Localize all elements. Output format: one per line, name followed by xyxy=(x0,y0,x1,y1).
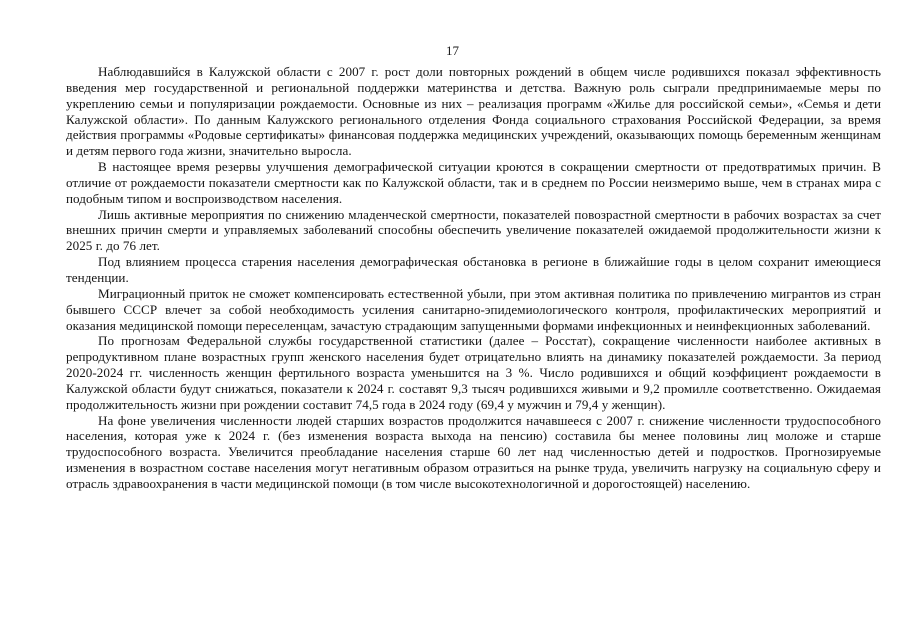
page-number: 17 xyxy=(446,43,459,58)
paragraph-3: Лишь активные мероприятия по снижению младенческой смертности, показателей повозрастной смертности в рабочих возрастах за счет внешних причин смерти и управляемых заболеваний способны обеспечить увеличение показателей ожидаемой продолжительности жизни к 2025 г. до 76 лет. xyxy=(66,206,881,254)
paragraph-4: Под влиянием процесса старения населения демографическая обстановка в регионе в ближайшие годы в целом сохранит имеющиеся тенденции. xyxy=(66,254,881,285)
paragraph-5: Миграционный приток не сможет компенсировать естественной убыли, при этом активная политика по привлечению мигрантов из стран бывшего СССР влечет за собой необходимость усиления санитарно-эпидемиологического контроля, профилактических мероприятий и оказания медицинской помощи переселенцам, зачастую страдающим запущенными формами инфекционных и неинфекционных заболеваний. xyxy=(66,285,881,333)
paragraph-7: На фоне увеличения численности людей старших возрастов продолжится начавшееся с 2007 г. снижение численности трудоспособного населения, которая уже к 2024 г. (без изменения возраста выхода на пенсию) составила бы менее половины лиц моложе и старше трудоспособного возраста. Увеличится преобладание населения старше 60 лет над численностью детей и подростков. Прогнозируемые изменения в возрастном составе населения могут негативным образом отразиться на рынке труда, увеличить нагрузку на социальную сферу и отрасль здравоохранения в части медицинской помощи (в том числе высокотехнологичной и дорогостоящей) населению. xyxy=(66,412,881,491)
paragraph-6: По прогнозам Федеральной службы государственной статистики (далее – Росстат), сокращение численности наиболее активных в репродуктивном плане возрастных групп женского населения будет отрицательно влиять на динамику показателей рождаемости. За период 2020-2024 гг. численность женщин фертильного возраста уменьшится на 3 %. Число родившихся и общий коэффициент рождаемости в Калужской области будут снижаться, показатели к 2024 г. составят 9,3 тысяч родившихся живыми и 9,2 промилле соответственно. Ожидаемая продолжительность жизни при рождении составит 74,5 года в 2024 году (69,4 у мужчин и 79,4 у женщин). xyxy=(66,333,881,412)
paragraph-2: В настоящее время резервы улучшения демографической ситуации кроются в сокращении смертности от предотвратимых причин. В отличие от рождаемости показатели смертности как по Калужской области, так и в среднем по России неизмеримо выше, чем в странах мира с подобным типом и воспроизводством населения. xyxy=(66,159,881,206)
paragraph-1: Наблюдавшийся в Калужской области с 2007 г. рост доли повторных рождений в общем числе родившихся показал эффективность введения мер государственной и региональной поддержки материнства и детства. Важную роль сыграли предпринимаемые меры по укреплению семьи и популяризации рождаемости. Основные из них – реализация программ «Жилье для российской семьи», «Семья и дети Калужской области». По данным Калужского регионального отделения Фонда социального страхования Российской Федерации, за время действия программы «Родовые сертификаты» финансовая поддержка медицинских учреждений, оказывающих помощь беременным женщинам и детям первого года жизни, значительно выросла. xyxy=(66,64,881,159)
body-text xyxy=(66,64,881,492)
